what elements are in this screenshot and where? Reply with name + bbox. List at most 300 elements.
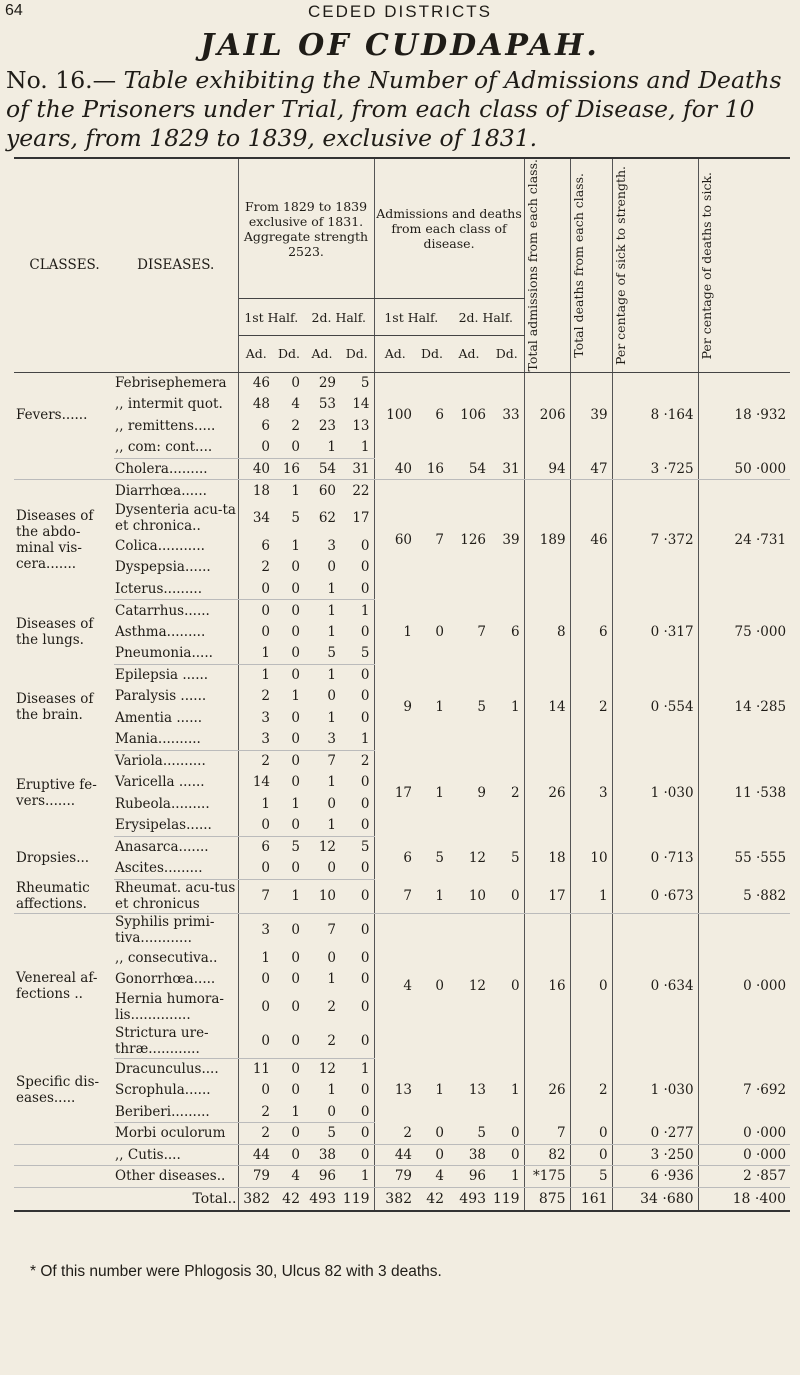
strength-value: 7 bbox=[327, 753, 336, 770]
strength-value: 14 bbox=[340, 394, 374, 416]
aggregate-value: 0 bbox=[570, 913, 612, 1058]
g2-ad-1: Ad. bbox=[374, 335, 416, 372]
strength-value: 2 bbox=[261, 753, 270, 770]
aggregate-value: 75 ·000 bbox=[734, 623, 787, 640]
aggregate-value: 0 bbox=[490, 879, 524, 913]
aggregate-value: 14 ·285 bbox=[734, 699, 787, 716]
strength-value: 0 bbox=[274, 643, 304, 665]
class-cell bbox=[14, 458, 114, 480]
disease-cell: Scrophula...... bbox=[114, 1080, 238, 1102]
total-aggregate-value: 161 bbox=[570, 1187, 612, 1211]
total-admissions-label: Total admissions from each class. bbox=[524, 159, 540, 372]
total-label: Total.. bbox=[114, 1187, 238, 1211]
strength-value: 7 bbox=[327, 922, 336, 939]
aggregate-value: 18 bbox=[524, 836, 570, 879]
strength-value: 1 bbox=[327, 667, 336, 684]
strength-value: 2 bbox=[238, 1101, 274, 1123]
strength-value: 1 bbox=[261, 667, 270, 684]
total-strength-value: 42 bbox=[274, 1187, 304, 1211]
aggregate-value: 0 bbox=[490, 1123, 524, 1145]
total-strength-value: 382 bbox=[238, 1187, 274, 1211]
strength-value: 16 bbox=[274, 458, 304, 480]
aggregate-value: 6 bbox=[570, 600, 612, 665]
disease-cell: Pneumonia..... bbox=[114, 643, 238, 665]
strength-value: 5 bbox=[304, 643, 340, 665]
class-cell: Specific dis-eases..... bbox=[16, 1074, 100, 1107]
strength-value: 2 bbox=[261, 559, 270, 576]
strength-value: 53 bbox=[318, 396, 336, 413]
disease-cell: Colica........... bbox=[114, 535, 238, 557]
strength-value: 0 bbox=[274, 437, 304, 459]
strength-value: 1 bbox=[261, 949, 270, 966]
strength-value: 3 bbox=[304, 729, 340, 751]
total-aggregate-value: 875 bbox=[524, 1187, 570, 1211]
strength-value: 46 bbox=[252, 375, 270, 392]
strength-value: 5 bbox=[291, 510, 300, 527]
aggregate-value: 1 bbox=[435, 785, 445, 802]
strength-value: 0 bbox=[291, 602, 300, 619]
strength-value: 1 bbox=[291, 688, 300, 705]
strength-value: 1 bbox=[327, 774, 336, 791]
aggregate-value: 0 ·673 bbox=[612, 879, 698, 913]
disease-cell: Cholera......... bbox=[114, 458, 238, 480]
aggregate-value: 9 bbox=[477, 785, 487, 802]
class-cell: Venereal af-fections .. bbox=[16, 969, 98, 1002]
aggregate-value: 16 bbox=[524, 913, 570, 1058]
strength-value: 1 bbox=[340, 1166, 374, 1188]
strength-value: 3 bbox=[238, 729, 274, 751]
aggregate-value: 55 ·555 bbox=[734, 849, 787, 866]
table-row bbox=[14, 879, 790, 913]
disease-cell: Epilepsia ...... bbox=[114, 664, 238, 686]
strength-value: 48 bbox=[252, 396, 270, 413]
strength-value: 23 bbox=[318, 417, 336, 434]
table-row bbox=[14, 1166, 790, 1188]
aggregate-value: 16 bbox=[416, 458, 448, 480]
strength-value: 38 bbox=[304, 1144, 340, 1166]
aggregate-value: 17 bbox=[524, 879, 570, 913]
aggregate-value: 26 bbox=[524, 1058, 570, 1123]
aggregate-value: 1 bbox=[490, 664, 524, 750]
total-deaths-label: Total deaths from each class. bbox=[570, 172, 586, 358]
aggregate-value: 5 bbox=[490, 836, 524, 879]
strength-value: 14 bbox=[252, 774, 270, 791]
strength-value: 2 bbox=[304, 1024, 340, 1058]
aggregate-value: 0 bbox=[416, 1144, 448, 1166]
total-deaths-header bbox=[570, 158, 612, 372]
aggregate-value: 1 bbox=[435, 1082, 445, 1099]
aggregate-value: 8 bbox=[524, 600, 570, 665]
aggregate-value: 11 ·538 bbox=[734, 785, 787, 802]
aggregate-value: 0 bbox=[435, 623, 445, 640]
strength-value: 0 bbox=[274, 815, 304, 837]
strength-value: 0 bbox=[291, 753, 300, 770]
strength-value: 13 bbox=[340, 415, 374, 437]
aggregate-value: 9 bbox=[403, 699, 413, 716]
g1-second-half: 2d. Half. bbox=[304, 299, 374, 336]
aggregate-value: 10 bbox=[448, 879, 490, 913]
strength-value: 60 bbox=[318, 482, 336, 499]
aggregate-value: 39 bbox=[490, 480, 524, 600]
table-number: No. 16.— bbox=[6, 66, 117, 94]
aggregate-value: 13 bbox=[468, 1082, 487, 1099]
strength-value: 12 bbox=[318, 839, 336, 856]
strength-value: 1 bbox=[304, 815, 340, 837]
table-title-text: Table exhibiting the Number of Admissions and Deaths of the Prisoners under Trial, from each class of Disease, for 10 years, from 1829 to 1839, exclusive of 1831. bbox=[6, 66, 782, 152]
aggregate-value: 0 ·000 bbox=[698, 1123, 790, 1145]
strength-value: 1 bbox=[340, 1058, 374, 1080]
aggregate-value: 0 bbox=[570, 1123, 612, 1145]
table-row bbox=[14, 600, 790, 622]
disease-cell: Dysenteria acu-ta et chronica.. bbox=[114, 501, 238, 535]
strength-value: 1 bbox=[261, 795, 270, 812]
disease-cell: ,, consecutiva.. bbox=[114, 947, 238, 969]
strength-value: 0 bbox=[340, 913, 374, 947]
disease-cell: Beriberi......... bbox=[114, 1101, 238, 1123]
g2-dd-2: Dd. bbox=[490, 335, 524, 372]
aggregate-value: 1 bbox=[403, 623, 413, 640]
class-cell: Diseases of the abdo-minal vis-cera....... bbox=[16, 507, 94, 572]
strength-value: 0 bbox=[340, 1144, 374, 1166]
strength-value: 40 bbox=[238, 458, 274, 480]
strength-value: 0 bbox=[261, 602, 270, 619]
strength-value: 1 bbox=[291, 482, 300, 499]
strength-value: 0 bbox=[340, 793, 374, 815]
strength-value: 0 bbox=[291, 709, 300, 726]
total-aggregate-value: 382 bbox=[374, 1187, 416, 1211]
aggregate-value: 5 bbox=[435, 849, 445, 866]
table-title bbox=[6, 66, 796, 153]
strength-value: 0 bbox=[291, 1082, 300, 1099]
class-cell bbox=[14, 1123, 114, 1145]
strength-value: 4 bbox=[274, 1166, 304, 1188]
total-aggregate-value: 119 bbox=[490, 1187, 524, 1211]
aggregate-value: 13 bbox=[394, 1082, 413, 1099]
strength-value: 0 bbox=[274, 858, 304, 880]
strength-value: 17 bbox=[340, 501, 374, 535]
running-header bbox=[0, 2, 800, 22]
aggregate-value: 7 bbox=[524, 1123, 570, 1145]
strength-value: 0 bbox=[238, 437, 274, 459]
aggregate-value: 1 bbox=[435, 699, 445, 716]
running-head: CEDED DISTRICTS bbox=[308, 2, 492, 21]
strength-value: 2 bbox=[261, 688, 270, 705]
disease-cell: Febrisephemera bbox=[114, 372, 238, 394]
strength-value: 0 bbox=[238, 858, 274, 880]
total-class-cell bbox=[14, 1187, 114, 1211]
strength-value: 0 bbox=[291, 971, 300, 988]
total-aggregate-value: 18 ·400 bbox=[698, 1187, 790, 1211]
aggregate-value: 0 bbox=[570, 1144, 612, 1166]
aggregate-value: 126 bbox=[460, 531, 487, 548]
aggregate-value: 38 bbox=[448, 1144, 490, 1166]
disease-table bbox=[14, 157, 790, 1212]
pct-sick-header bbox=[612, 158, 698, 372]
disease-cell: Anasarca....... bbox=[114, 836, 238, 858]
pct-deaths-label: Per centage of deaths to sick. bbox=[698, 171, 714, 359]
strength-value: 0 bbox=[291, 922, 300, 939]
strength-value: 0 bbox=[327, 559, 336, 576]
g2-first-half: 1st Half. bbox=[374, 299, 448, 336]
strength-value: 0 bbox=[261, 623, 270, 640]
strength-header: From 1829 to 1839 exclusive of 1831. Aggregate strength 2523. bbox=[238, 158, 374, 299]
disease-cell: ,, intermit quot. bbox=[114, 394, 238, 416]
disease-cell: Variola.......... bbox=[114, 750, 238, 772]
aggregate-value: 7 ·372 bbox=[612, 480, 698, 600]
class-cell: Fevers...... bbox=[16, 407, 88, 424]
aggregate-value: 1 bbox=[490, 1058, 524, 1123]
aggregate-value: 0 ·277 bbox=[612, 1123, 698, 1145]
table-row bbox=[14, 1144, 790, 1166]
aggregate-value: 0 ·634 bbox=[612, 913, 698, 1058]
strength-value: 0 bbox=[274, 1144, 304, 1166]
strength-value: 0 bbox=[238, 815, 274, 837]
total-aggregate-value: 42 bbox=[416, 1187, 448, 1211]
strength-value: 0 bbox=[261, 999, 270, 1016]
total-row bbox=[14, 1187, 790, 1211]
footnote: * Of this number were Phlogosis 30, Ulcus 82 with 3 deaths. bbox=[30, 1263, 442, 1280]
aggregate-value: 5 bbox=[570, 1166, 612, 1188]
strength-value: 0 bbox=[291, 667, 300, 684]
disease-cell: Catarrhus...... bbox=[114, 600, 238, 622]
strength-value: 79 bbox=[238, 1166, 274, 1188]
strength-value: 1 bbox=[291, 795, 300, 812]
strength-value: 1 bbox=[327, 1082, 336, 1099]
strength-value: 0 bbox=[340, 664, 374, 686]
strength-value: 3 bbox=[261, 709, 270, 726]
strength-value: 31 bbox=[340, 458, 374, 480]
class-cell: Diseases of the brain. bbox=[16, 691, 94, 724]
table-row bbox=[14, 664, 790, 686]
aggregate-value: 44 bbox=[374, 1144, 416, 1166]
strength-value: 18 bbox=[252, 482, 270, 499]
aggregate-value: 106 bbox=[460, 407, 487, 424]
strength-value: 0 bbox=[327, 795, 336, 812]
strength-value: 0 bbox=[340, 621, 374, 643]
strength-value: 1 bbox=[340, 437, 374, 459]
aggregate-value: 46 bbox=[570, 480, 612, 600]
disease-cell: ,, remittens..... bbox=[114, 415, 238, 437]
disease-cell: Rubeola......... bbox=[114, 793, 238, 815]
class-cell: Rheumatic affections. bbox=[14, 879, 114, 913]
strength-value: 5 bbox=[304, 1123, 340, 1145]
strength-value: 44 bbox=[238, 1144, 274, 1166]
strength-value: 0 bbox=[340, 707, 374, 729]
class-cell: Dropsies... bbox=[16, 849, 90, 866]
strength-value: 11 bbox=[252, 1061, 270, 1078]
aggregate-value: 0 bbox=[416, 1123, 448, 1145]
disease-cell: Morbi oculorum bbox=[114, 1123, 238, 1145]
strength-value: 2 bbox=[291, 417, 300, 434]
disease-cell: Syphilis primi-tiva............ bbox=[114, 913, 238, 947]
aggregate-value: 1 ·030 bbox=[612, 1058, 698, 1123]
aggregate-value: 3 ·250 bbox=[612, 1144, 698, 1166]
disease-cell: Rheumat. acu-tus et chronicus bbox=[114, 879, 238, 913]
aggregate-value: 4 bbox=[403, 977, 413, 994]
disease-cell: Paralysis ...... bbox=[114, 686, 238, 708]
strength-value: 0 bbox=[340, 1080, 374, 1102]
disease-cell: ,, Cutis.... bbox=[114, 1144, 238, 1166]
strength-value: 0 bbox=[327, 949, 336, 966]
strength-value: 1 bbox=[274, 879, 304, 913]
aggregate-value: 79 bbox=[374, 1166, 416, 1188]
strength-value: 5 bbox=[340, 643, 374, 665]
disease-cell: Other diseases.. bbox=[114, 1166, 238, 1188]
strength-value: 62 bbox=[318, 510, 336, 527]
strength-value: 1 bbox=[291, 537, 300, 554]
strength-value: 0 bbox=[274, 729, 304, 751]
aggregate-value: 18 ·932 bbox=[734, 407, 787, 424]
aggregate-value: 1 bbox=[416, 879, 448, 913]
strength-value: 0 bbox=[340, 858, 374, 880]
classes-header: CLASSES. bbox=[14, 158, 114, 372]
total-aggregate-value: 493 bbox=[448, 1187, 490, 1211]
aggregate-value: 3 ·725 bbox=[612, 458, 698, 480]
aggregate-value: 1 bbox=[570, 879, 612, 913]
aggregate-value: 206 bbox=[524, 372, 570, 458]
strength-value: 6 bbox=[261, 537, 270, 554]
table-row bbox=[14, 458, 790, 480]
strength-value: 3 bbox=[327, 537, 336, 554]
strength-value: 1 bbox=[327, 623, 336, 640]
aggregate-value: 94 bbox=[524, 458, 570, 480]
strength-value: 0 bbox=[340, 1123, 374, 1145]
aggregate-value: 7 bbox=[477, 623, 487, 640]
aggregate-value: 1 bbox=[490, 1166, 524, 1188]
aggregate-value: 54 bbox=[448, 458, 490, 480]
aggregate-value: 14 bbox=[524, 664, 570, 750]
g1-ad-2: Ad. bbox=[304, 335, 340, 372]
aggregate-value: 40 bbox=[374, 458, 416, 480]
strength-value: 0 bbox=[340, 686, 374, 708]
strength-value: 0 bbox=[340, 947, 374, 969]
aggregate-value: 1 ·030 bbox=[612, 750, 698, 836]
strength-value: 1 bbox=[327, 602, 336, 619]
strength-value: 0 bbox=[261, 971, 270, 988]
aggregate-value: 0 bbox=[490, 913, 524, 1058]
strength-value: 0 bbox=[291, 774, 300, 791]
aggregate-value: 50 ·000 bbox=[698, 458, 790, 480]
aggregate-value: 0 ·713 bbox=[612, 836, 698, 879]
strength-value: 1 bbox=[304, 578, 340, 600]
strength-value: 2 bbox=[238, 1123, 274, 1145]
table-row bbox=[14, 480, 790, 502]
disease-cell: Strictura ure-thræ............ bbox=[114, 1024, 238, 1058]
aggregate-value: 8 ·164 bbox=[612, 372, 698, 458]
aggregate-value: 2 ·857 bbox=[698, 1166, 790, 1188]
aggregate-value: 2 bbox=[570, 664, 612, 750]
strength-value: 0 bbox=[340, 535, 374, 557]
strength-value: 0 bbox=[340, 969, 374, 991]
strength-value: 0 bbox=[274, 578, 304, 600]
aggregate-value: 6 bbox=[490, 600, 524, 665]
disease-cell: Erysipelas...... bbox=[114, 815, 238, 837]
disease-cell: Asthma......... bbox=[114, 621, 238, 643]
strength-value: 0 bbox=[340, 557, 374, 579]
aggregate-value: 0 bbox=[435, 977, 445, 994]
aggregate-value: 5 ·882 bbox=[698, 879, 790, 913]
aggregate-value: 31 bbox=[490, 458, 524, 480]
disease-cell: Varicella ...... bbox=[114, 772, 238, 794]
total-strength-value: 119 bbox=[340, 1187, 374, 1211]
aggregate-value: 82 bbox=[524, 1144, 570, 1166]
strength-value: 22 bbox=[340, 480, 374, 502]
aggregate-value: 0 ·317 bbox=[612, 600, 698, 665]
table-row bbox=[14, 913, 790, 947]
disease-cell: Hernia humora-lis.............. bbox=[114, 990, 238, 1024]
aggregate-value: 12 bbox=[468, 849, 487, 866]
disease-cell: Diarrhœa...... bbox=[114, 480, 238, 502]
strength-value: 0 bbox=[340, 879, 374, 913]
aggregate-value: 12 bbox=[468, 977, 487, 994]
strength-value: 10 bbox=[304, 879, 340, 913]
aggregate-value: 7 ·692 bbox=[743, 1082, 787, 1099]
strength-value: 0 bbox=[291, 375, 300, 392]
aggregate-value: 10 bbox=[570, 836, 612, 879]
strength-value: 0 bbox=[327, 688, 336, 705]
strength-value: 96 bbox=[304, 1166, 340, 1188]
aggregate-value: 33 bbox=[490, 372, 524, 458]
g1-dd-2: Dd. bbox=[340, 335, 374, 372]
aggregate-value: 6 bbox=[403, 849, 413, 866]
strength-value: 1 bbox=[327, 971, 336, 988]
strength-value: 0 bbox=[340, 1101, 374, 1123]
disease-cell: ,, com: cont.... bbox=[114, 437, 238, 459]
class-cell bbox=[14, 1144, 114, 1166]
total-strength-value: 493 bbox=[304, 1187, 340, 1211]
aggregate-value: 96 bbox=[448, 1166, 490, 1188]
strength-value: 0 bbox=[340, 578, 374, 600]
strength-value: 0 bbox=[238, 578, 274, 600]
disease-cell: Mania.......... bbox=[114, 729, 238, 751]
aggregate-value: 5 bbox=[477, 699, 487, 716]
strength-value: 7 bbox=[238, 879, 274, 913]
strength-value: 0 bbox=[291, 1061, 300, 1078]
page-number: 64 bbox=[5, 2, 23, 19]
g2-dd-1: Dd. bbox=[416, 335, 448, 372]
strength-value: 12 bbox=[318, 1061, 336, 1078]
disease-cell: Amentia ...... bbox=[114, 707, 238, 729]
aggregate-value: 3 bbox=[570, 750, 612, 836]
strength-value: 0 bbox=[340, 815, 374, 837]
strength-value: 3 bbox=[261, 922, 270, 939]
aggregate-value: 7 bbox=[374, 879, 416, 913]
strength-value: 34 bbox=[252, 510, 270, 527]
strength-value: 1 bbox=[327, 709, 336, 726]
strength-value: 0 bbox=[304, 1101, 340, 1123]
table-row bbox=[14, 836, 790, 858]
strength-value: 2 bbox=[327, 999, 336, 1016]
table-row bbox=[14, 750, 790, 772]
jail-title: JAIL OF CUDDAPAH. bbox=[200, 28, 600, 63]
pct-sick-label: Per centage of sick to strength. bbox=[612, 165, 628, 365]
table-row bbox=[14, 1123, 790, 1145]
aggregate-value: 2 bbox=[490, 750, 524, 836]
strength-value: 1 bbox=[274, 1101, 304, 1123]
strength-value: 54 bbox=[304, 458, 340, 480]
aggregate-value: 0 ·554 bbox=[612, 664, 698, 750]
table-body bbox=[14, 372, 790, 1211]
diseases-header: DISEASES. bbox=[114, 158, 238, 372]
aggregate-value: 17 bbox=[394, 785, 413, 802]
aggregate-value: 4 bbox=[416, 1166, 448, 1188]
class-cell bbox=[14, 1166, 114, 1188]
strength-value: 5 bbox=[340, 372, 374, 394]
aggregate-value: 7 bbox=[435, 531, 445, 548]
g1-dd-1: Dd. bbox=[274, 335, 304, 372]
disease-cell: Dyspepsia...... bbox=[114, 557, 238, 579]
aggregate-value: 100 bbox=[386, 407, 413, 424]
